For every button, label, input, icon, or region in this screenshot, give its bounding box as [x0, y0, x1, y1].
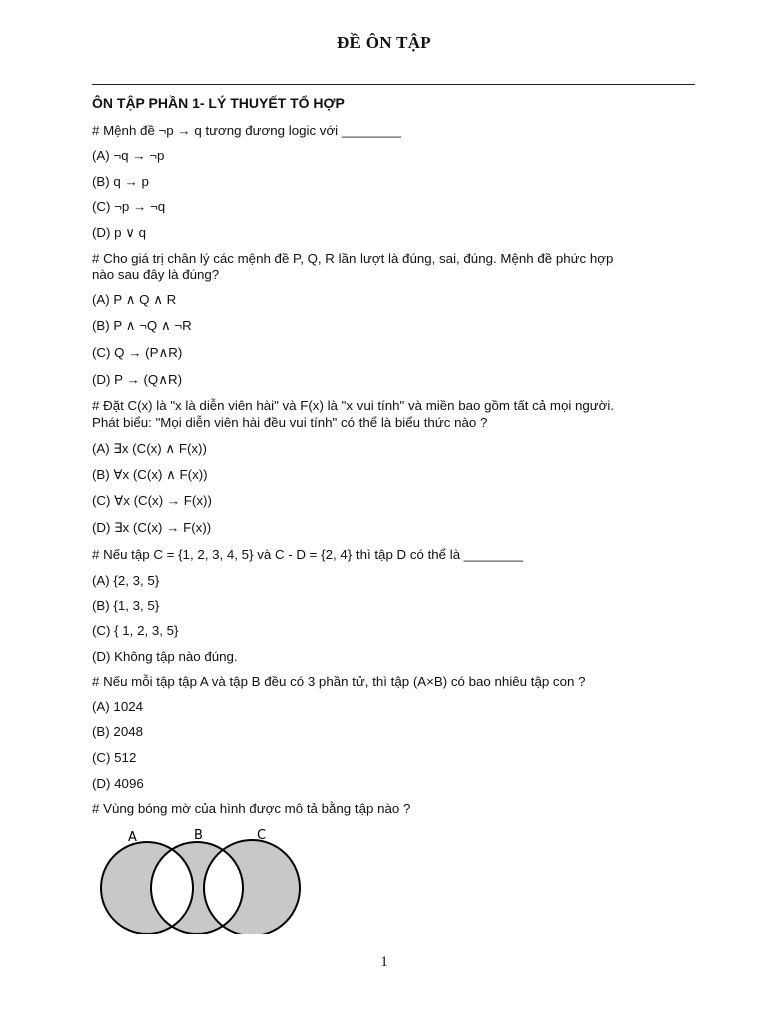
question-1: # Mệnh đề ¬p → q tương đương logic với ________ — [92, 123, 401, 138]
q5-option-a: (A) 1024 — [92, 699, 143, 714]
q1-option-d: (D) p ∨ q — [92, 225, 147, 240]
q2-option-b: (B) P ∧ ¬Q ∧ ¬R — [92, 318, 192, 333]
question-4: # Nếu tập C = {1, 2, 3, 4, 5} và C - D = {2, 4} thì tập D có thể là ________ — [92, 547, 523, 562]
document-title: ĐỀ ÔN TẬP — [336, 33, 431, 52]
title-divider — [92, 84, 695, 85]
question-2-line-2: nào sau đây là đúng? — [92, 267, 220, 282]
venn-label-b: B — [194, 828, 203, 843]
venn-diagram — [92, 824, 312, 934]
question-3-line-2: Phát biểu: "Mọi diễn viên hài đều vui tính" có thể là biểu thức nào ? — [92, 415, 488, 430]
q5-option-b: (B) 2048 — [92, 724, 143, 739]
q4-option-a: (A) {2, 3, 5} — [92, 573, 160, 588]
page-number: 1 — [380, 954, 388, 970]
q1-option-b: (B) q → p — [92, 174, 149, 189]
q3-option-a: (A) ∃x (C(x) ∧ F(x)) — [92, 441, 207, 456]
q2-option-c: (C) Q → (P∧R) — [92, 345, 183, 360]
question-6: # Vùng bóng mờ của hình được mô tả bằng tập nào ? — [92, 801, 411, 816]
question-5: # Nếu mỗi tập tập A và tập B đều có 3 phần tử, thì tập (A×B) có bao nhiêu tập con ? — [92, 674, 586, 689]
q3-option-b: (B) ∀x (C(x) ∧ F(x)) — [92, 467, 208, 482]
q5-option-c: (C) 512 — [92, 750, 137, 765]
q1-option-a: (A) ¬q → ¬p — [92, 148, 165, 163]
q3-option-d: (D) ∃x (C(x) → F(x)) — [92, 520, 212, 535]
q4-option-b: (B) {1, 3, 5} — [92, 598, 160, 613]
q2-option-a: (A) P ∧ Q ∧ R — [92, 292, 177, 307]
section-heading: ÔN TẬP PHẦN 1- LÝ THUYẾT TỔ HỢP — [92, 95, 345, 111]
q4-option-c: (C) { 1, 2, 3, 5} — [92, 623, 179, 638]
venn-shading — [101, 840, 300, 934]
venn-label-a: A — [128, 830, 137, 845]
q5-option-d: (D) 4096 — [92, 776, 144, 791]
q4-option-d: (D) Không tập nào đúng. — [92, 649, 238, 664]
question-2-line-1: # Cho giá trị chân lý các mệnh đề P, Q, R lần lượt là đúng, sai, đúng. Mệnh đề phức hợp — [92, 251, 614, 266]
venn-label-c: C — [257, 828, 267, 843]
question-3-line-1: # Đặt C(x) là "x là diễn viên hài" và F(x) là "x vui tính" và miền bao gồm tất cả mọi người. — [92, 398, 615, 413]
q1-option-c: (C) ¬p → ¬q — [92, 199, 166, 214]
q2-option-d: (D) P → (Q∧R) — [92, 372, 183, 387]
q3-option-c: (C) ∀x (C(x) → F(x)) — [92, 493, 212, 508]
